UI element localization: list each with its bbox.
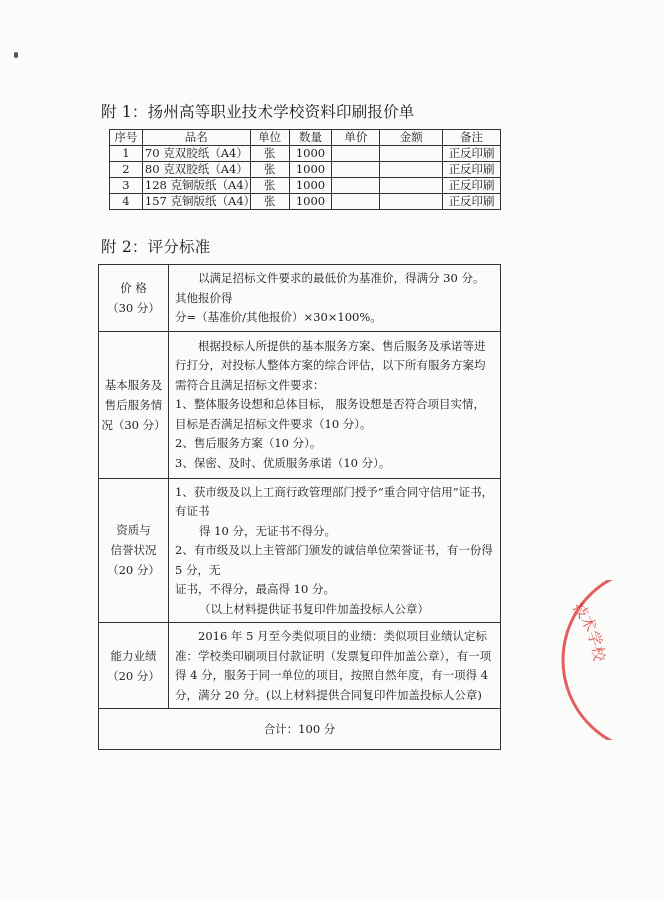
criteria-note: （以上材料提供证书复印件加盖投标人公章） [199,601,429,616]
header-remark: 备注 [443,130,501,146]
score-row-service [99,331,501,478]
cell-index: 2 [110,162,143,178]
category-price [99,265,169,332]
quote-header-row [110,130,501,146]
criteria-performance [169,623,501,709]
cell-index: 1 [110,146,143,162]
cell-product: 128 克铜版纸（A4） [142,178,250,194]
header-unit: 单位 [250,130,289,146]
category-points: 况（30 分） [101,417,166,432]
cell-amount [380,194,443,210]
category-qualification [99,478,169,623]
cell-remark: 正反印刷 [443,178,501,194]
cell-quantity: 1000 [289,146,332,162]
cell-unit-price [332,162,380,178]
cell-quantity: 1000 [289,194,332,210]
total-score: 合计：100 分 [99,709,501,750]
criteria-qualification [169,478,501,623]
criteria-item: 证书，不得分，最高得 10 分。 [175,582,335,596]
category-label: 信誉状况 [110,543,157,558]
table-row [110,162,501,178]
cell-amount [380,178,443,194]
cell-product: 70 克双胶纸（A4） [142,146,250,162]
score-row-qualification [99,478,501,623]
criteria-text: 2016 年 5 月至今类似项目的业绩：类似项目业绩认定标准：学校类印刷项目付款证明（发票复印件加盖公章），有一项得 4 分，服务于同一单位的项目，按照自然年度，有一项得 4 分，满分 20 分。(以上材料提供合同复印件加盖投标人公章) [175,629,492,702]
criteria-item: 得 10 分，无证书不得分。 [199,523,336,538]
category-points: （20 分） [107,563,160,578]
cell-index: 4 [110,194,143,210]
criteria-item: 1、整体服务设想和总体目标， 服务设想是否符合项目实情，目标是否满足招标文件要求（10 分）。 [175,397,485,431]
score-row-total [99,709,501,750]
seal-text: 技术学校 [568,598,609,663]
cell-unit: 张 [250,162,289,178]
category-performance [99,623,169,709]
category-label: 能力业绩 [110,648,157,663]
criteria-text: 根据投标人所提供的基本服务方案、售后服务及承诺等进行打分，对投标人整体方案的综合评估，以下所有服务方案均需符合且满足招标文件要求： [175,338,486,392]
category-label: 价 格 [120,280,147,295]
table-row [110,178,501,194]
cell-unit-price [332,194,380,210]
criteria-item: 2、售后服务方案（10 分）。 [175,436,322,451]
official-seal [545,580,665,740]
cell-quantity: 1000 [289,178,332,194]
criteria-price [169,265,501,332]
score-row-performance [99,623,501,709]
category-points: （20 分） [107,668,160,683]
category-service [99,331,169,478]
cell-unit: 张 [250,146,289,162]
category-label: 基本服务及 [104,377,163,392]
cell-unit: 张 [250,178,289,194]
score-title: 附 2：评分标准 [101,238,211,256]
header-quantity: 数量 [289,130,332,146]
criteria-item: 3、保密、及时、优质服务承诺（10 分）。 [175,455,391,470]
cell-product: 80 克双胶纸（A4） [142,162,250,178]
criteria-text: 分=（基准价/其他报价）×30×100%。 [175,310,382,324]
table-row [110,146,501,162]
cell-amount [380,146,443,162]
cell-unit-price [332,178,380,194]
table-row [110,194,501,210]
header-index: 序号 [110,130,143,146]
score-table [98,264,501,750]
cell-index: 3 [110,178,143,194]
header-unit-price: 单价 [332,130,380,146]
quote-title: 附 1：扬州高等职业技术学校资料印刷报价单 [101,103,415,121]
cell-amount [380,162,443,178]
category-label: 售后服务情 [104,397,163,412]
criteria-item: 2、有市级及以上主管部门颁发的诚信单位荣誉证书，有一份得 5 分，无 [175,543,493,577]
header-amount: 金额 [380,130,443,146]
cell-product: 157 克铜版纸（A4） [142,194,250,210]
quote-table [109,129,501,210]
criteria-text: 以满足招标文件要求的最低价为基准价，得满分 30 分。其他报价得 [175,271,485,305]
cell-unit: 张 [250,194,289,210]
criteria-service [169,331,501,478]
cell-quantity: 1000 [289,162,332,178]
criteria-item: 1、获市级及以上工商行政管理部门授予“重合同守信用”证书，有证书 [175,484,494,518]
score-row-price [99,265,501,332]
cell-remark: 正反印刷 [443,162,501,178]
cell-unit-price [332,146,380,162]
header-product: 品名 [142,130,250,146]
category-label: 资质与 [116,523,151,538]
cell-remark: 正反印刷 [443,194,501,210]
binding-hole-mark [14,52,18,58]
category-points: （30 分） [107,300,160,315]
seal-ring [563,580,665,740]
cell-remark: 正反印刷 [443,146,501,162]
